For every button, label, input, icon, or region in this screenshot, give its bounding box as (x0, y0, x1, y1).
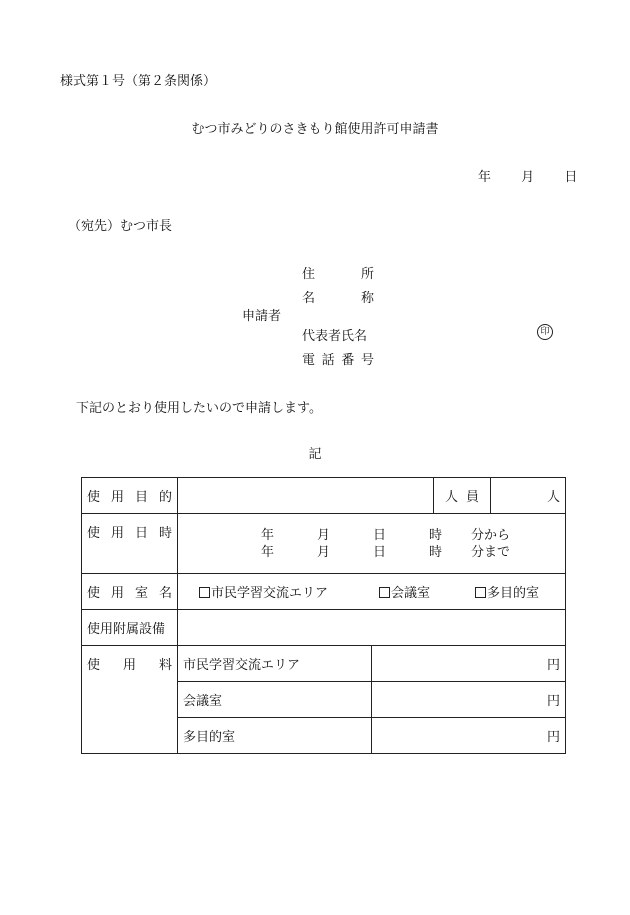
fee-amount[interactable] (372, 646, 566, 682)
fee-name: 会議室 (178, 682, 372, 718)
label-char: 的 (158, 490, 172, 505)
from-hour: 時 (429, 527, 443, 543)
people-unit: 人 (546, 490, 560, 505)
date-line (478, 166, 577, 185)
fee-name: 市民学習交流エリア (178, 646, 372, 682)
date-day: 日 (564, 170, 578, 185)
label-char: 使 (87, 490, 101, 505)
yen-unit: 円 (546, 694, 560, 709)
label-char: 日 (134, 526, 148, 541)
page-title: むつ市みどりのさきもり館使用許可申請書 (191, 122, 439, 137)
checkbox-icon[interactable] (475, 587, 486, 598)
label-char: 所 (360, 267, 374, 282)
label-char: 室 (134, 586, 148, 601)
equipment-field[interactable] (178, 610, 566, 646)
room-options (178, 574, 566, 610)
room-option-label: 多目的室 (487, 586, 540, 601)
phone-text (302, 349, 374, 368)
equipment-label: 使用附属設備 (82, 610, 178, 646)
from-month: 月 (317, 527, 331, 543)
from-year: 年 (261, 527, 275, 543)
checkbox-icon[interactable] (379, 587, 390, 598)
yen-unit: 円 (546, 658, 560, 673)
checkbox-icon[interactable] (199, 587, 210, 598)
application-table (81, 477, 566, 754)
applicant-label: 申請者 (242, 309, 282, 324)
room-row (82, 574, 566, 610)
datetime-label (82, 514, 178, 574)
fee-amount[interactable] (372, 682, 566, 718)
label-char: 称 (360, 291, 374, 306)
yen-unit: 円 (546, 730, 560, 745)
label-char: 用 (110, 586, 124, 601)
label-char: 番 (341, 353, 355, 368)
label-char: 使 (87, 586, 101, 601)
address-text (302, 263, 374, 282)
to-minute: 分まで (471, 544, 511, 560)
label-char: 員 (465, 490, 479, 505)
fee-label (82, 646, 178, 754)
to-hour: 時 (429, 544, 443, 560)
label-char: 使 (87, 526, 101, 541)
label-char: 電 (302, 353, 316, 368)
from-minute: 分から (471, 527, 511, 543)
room-label (82, 574, 178, 610)
fee-row (82, 646, 566, 682)
equipment-row (82, 610, 566, 646)
address-label (302, 263, 374, 282)
room-option-area[interactable] (199, 582, 379, 601)
seal-mark: 印 (537, 324, 553, 340)
purpose-row (82, 478, 566, 514)
label-char: 用 (122, 658, 136, 673)
people-label (434, 478, 491, 514)
people-field[interactable] (491, 478, 566, 514)
ki-heading: 記 (308, 447, 322, 462)
purpose-label (82, 478, 178, 514)
representative-label: 代表者氏名 (302, 329, 368, 344)
recipient: （宛先）むつ市長 (68, 219, 173, 234)
date-month: 月 (521, 170, 535, 185)
label-char: 用 (110, 526, 124, 541)
room-option-label: 会議室 (391, 586, 431, 601)
form-number: 様式第１号（第２条関係） (60, 74, 217, 89)
label-char: 料 (158, 658, 172, 673)
label-char: 号 (360, 353, 374, 368)
label-char: 使 (87, 658, 101, 673)
name-text (302, 287, 374, 306)
datetime-to (183, 544, 560, 561)
datetime-row (82, 514, 566, 574)
fee-name: 多目的室 (178, 718, 372, 754)
label-char: 名 (158, 586, 172, 601)
label-char: 目 (134, 490, 148, 505)
datetime-field[interactable] (178, 514, 566, 574)
phone-label (302, 349, 374, 368)
label-char: 時 (158, 526, 172, 541)
room-option-meeting[interactable] (379, 582, 475, 601)
label-char: 話 (321, 353, 335, 368)
date-year: 年 (478, 170, 492, 185)
purpose-field[interactable] (178, 478, 434, 514)
room-option-label: 市民学習交流エリア (211, 586, 329, 601)
label-char: 名 (302, 291, 316, 306)
fee-amount[interactable] (372, 718, 566, 754)
label-char: 人 (445, 490, 459, 505)
intro-text: 下記のとおり使用したいので申請します。 (76, 401, 322, 416)
to-month: 月 (317, 544, 331, 560)
label-char: 用 (110, 490, 124, 505)
label-char: 住 (302, 267, 316, 282)
to-day: 日 (373, 544, 387, 560)
room-option-multipurpose[interactable] (475, 582, 539, 601)
from-day: 日 (373, 527, 387, 543)
name-label (302, 287, 374, 306)
to-year: 年 (261, 544, 275, 560)
datetime-from (183, 527, 560, 544)
